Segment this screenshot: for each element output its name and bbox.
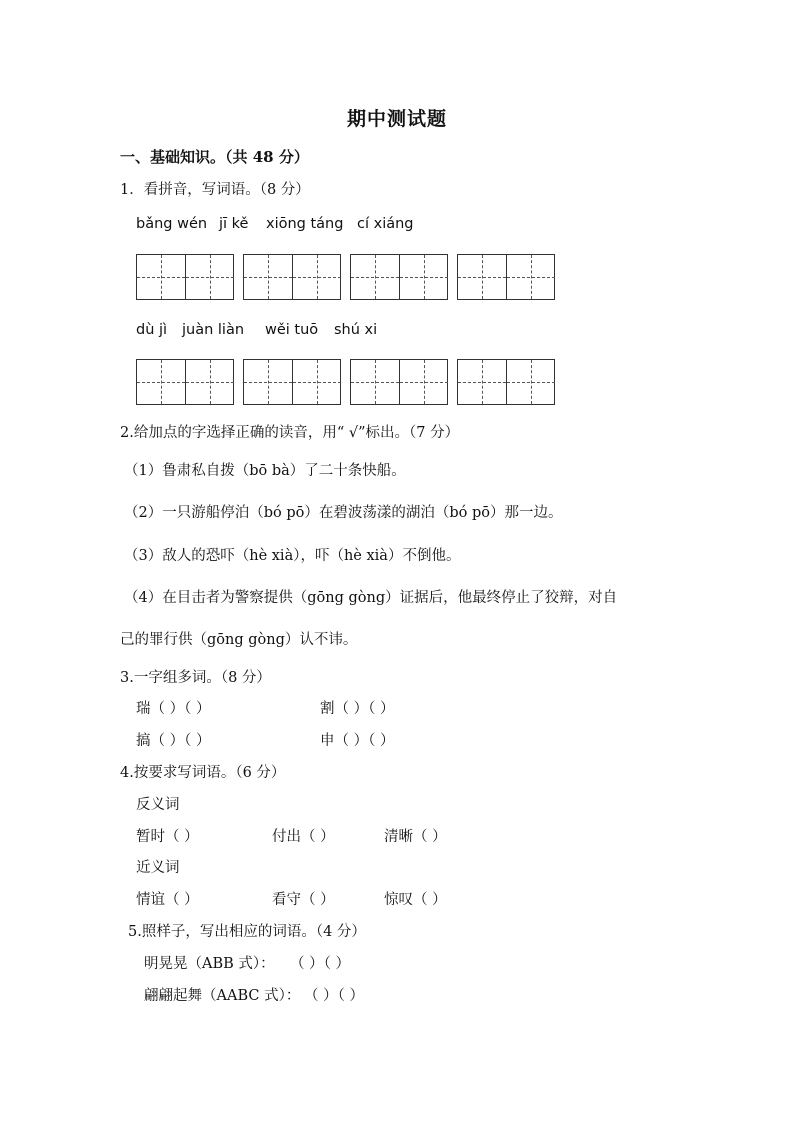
antonym-3: 清晰（ ）	[384, 829, 447, 845]
question-5-line-2-label: 翩翩起舞（AABC 式）：	[144, 988, 301, 1004]
question-2-item-2: （2）一只游船停泊（bó pō）在碧波荡漾的湖泊（bó pō）那一边。	[124, 505, 563, 521]
synonym-3: 惊叹（ ）	[384, 892, 447, 908]
pinyin-7: wěi tuō	[265, 322, 319, 338]
synonym-label: 近义词	[136, 860, 180, 876]
synonym-1: 情谊（ ）	[136, 892, 199, 908]
writing-box[interactable]	[243, 254, 341, 300]
question-3-row-1a: 瑞（ ）（ ）	[136, 701, 211, 717]
pinyin-4: cí xiáng	[357, 216, 414, 232]
question-5-title: 5.照样子，写出相应的词语。（4 分）	[128, 924, 366, 940]
question-5-line-1-label: 明晃晃（ABB 式）：	[144, 956, 275, 972]
question-2-item-4: （4）在目击者为警察提供（gōng gòng）证据后，他最终停止了狡辩，对自	[124, 590, 618, 606]
question-2-item-1: （1）鲁肃私自拨（bō bà）了二十条快船。	[124, 463, 406, 479]
writing-box[interactable]	[457, 254, 555, 300]
pinyin-1: bǎng wén	[136, 216, 208, 232]
question-2-item-3: （3）敌人的恐吓（hè xià），吓（hè xià）不倒他。	[124, 548, 461, 564]
writing-box[interactable]	[136, 254, 234, 300]
writing-box[interactable]	[350, 254, 448, 300]
question-5-line-1-blanks: （ ）（ ）	[290, 956, 350, 972]
page-title: 期中测试题	[346, 108, 447, 130]
pinyin-2: jī kě	[219, 216, 249, 232]
question-3-row-2a: 搞（ ）（ ）	[136, 733, 211, 749]
synonym-2: 看守（ ）	[272, 892, 335, 908]
writing-box[interactable]	[136, 359, 234, 405]
pinyin-6: juàn liàn	[182, 322, 245, 338]
writing-box[interactable]	[243, 359, 341, 405]
question-4-title: 4.按要求写词语。（6 分）	[120, 765, 286, 781]
question-5-line-2-blanks: （ ）（ ）	[304, 988, 364, 1004]
question-1-title: 1．看拼音，写词语。（8 分）	[120, 182, 310, 198]
antonym-2: 付出（ ）	[272, 829, 335, 845]
writing-box[interactable]	[350, 359, 448, 405]
antonym-label: 反义词	[136, 797, 180, 813]
pinyin-8: shú xi	[334, 322, 378, 338]
antonym-1: 暂时（ ）	[136, 829, 199, 845]
writing-box[interactable]	[457, 359, 555, 405]
question-2-title: 2.给加点的字选择正确的读音，用“ √”标出。（7 分）	[120, 425, 460, 441]
question-3-row-2b: 申（ ）（ ）	[320, 733, 395, 749]
question-2-item-4-cont: 己的罪行供（gōng gòng）认不讳。	[120, 632, 358, 648]
section-heading: 一、基础知识。（共 48 分）	[120, 148, 309, 166]
pinyin-3: xiōng táng	[266, 216, 344, 232]
question-3-title: 3.一字组多词。（8 分）	[120, 670, 271, 686]
question-3-row-1b: 割（ ）（ ）	[320, 701, 395, 717]
pinyin-5: dù jì	[136, 322, 168, 338]
